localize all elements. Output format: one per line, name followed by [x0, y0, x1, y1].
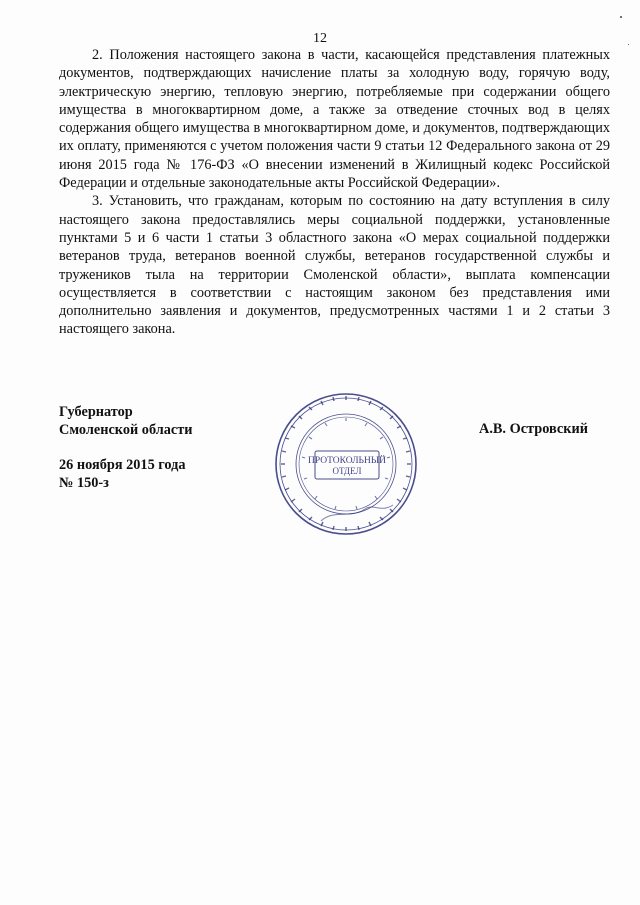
law-date: 26 ноября 2015 года: [59, 457, 186, 473]
official-seal-stamp: [273, 391, 419, 537]
signatory-position: [59, 403, 193, 439]
page-number: 12: [313, 31, 327, 46]
scan-speck: [628, 44, 629, 45]
signatory-name: А.В. Островский: [479, 421, 588, 437]
seal-center-line-1: ПРОТОКОЛЬНЫЙ: [307, 456, 387, 466]
seal-center-line-2: ОТДЕЛ: [332, 466, 362, 476]
position-line-1: Губернатор: [59, 404, 133, 420]
paragraph-2: 2. Положения настоящего закона в части, касающейся представления платежных документов, подтверждающих начисление платы за холодную воду, горячую воду, электрическую энергию, тепловую энергию, потребляемые при содержании общего имущества в многоквартирном доме, а также за отведение сточных вод в целях содержания общего имущества в многоквартирном доме, и документов, подтверждающих их оплату, применяются с учетом положения части 9 статьи 12 Федерального закона от 29 июня 2015 года № 176-ФЗ «О внесении изменений в Жилищный кодекс Российской Федерации и отдельные законодательные акты Российской Федерации».: [59, 47, 610, 192]
paragraph-3: 3. Установить, что гражданам, которым по состоянию на дату вступления в силу настоящего закона предоставлялись меры социальной поддержки, установленные пунктами 5 и 6 части 1 статьи 3 областного закона «О мерах социальной поддержки ветеранов труда, ветеранов военной службы, ветеранов государственной службы и тружеников тыла на территории Смоленской области», выплата компенсации осуществляется в соответствии с настоящим законом без представления ими дополнительно заявления и документов, предусмотренных частями 1 и 2 статьи 3 настоящего закона.: [59, 193, 610, 338]
position-line-2: Смоленской области: [59, 422, 193, 438]
document-body: [59, 46, 610, 339]
law-number: № 150-з: [59, 475, 109, 491]
scan-speck: [620, 16, 622, 18]
law-date-block: [59, 456, 186, 492]
